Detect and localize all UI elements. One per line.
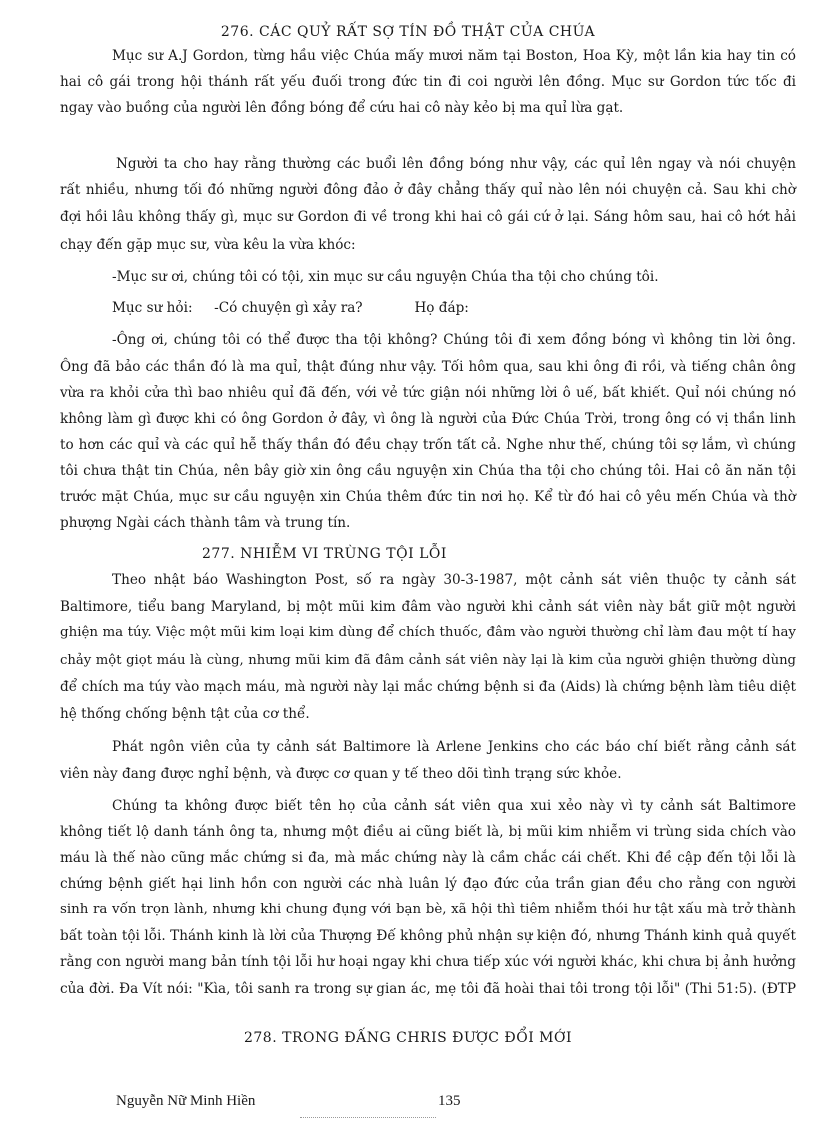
text-line: Ông đã bảo các thần đó là ma quỉ, thật đúng như vậy. Tối hôm qua, sau khi ông đi rồi, và tiếng chân ông xyxy=(60,359,796,375)
page-number: 135 xyxy=(438,1093,461,1109)
text-line: viên này đang được nghỉ bệnh, và được cơ quan y tế theo dõi tình trạng sức khỏe. xyxy=(60,766,622,782)
text-line: của đời. Đa Vít nói: "Kìa, tôi sanh ra trong sự gian ác, mẹ tôi đã hoài thai tôi trong tội lỗi" (Thi 51:5). (ĐTP xyxy=(60,981,796,997)
text-line: ghiện ma túy. Việc một mũi kim loại kim dùng để chích thuốc, đâm vào người thường chỉ làm đau một tí hay xyxy=(60,625,796,640)
text-line: Phát ngôn viên của ty cảnh sát Baltimore là Arlene Jenkins cho các báo chí biết rằng cảnh sát xyxy=(112,739,796,755)
text-line: chạy đến gặp mục sư, vừa kêu la vừa khóc: xyxy=(60,237,356,253)
text-line: Người ta cho hay rằng thường các buổi lên đồng bóng như vậy, các quỉ lên ngay và nói chuyện xyxy=(116,156,796,172)
text-line: Mục sư hỏi: -Có chuyện gì xảy ra? Họ đáp: xyxy=(112,300,469,316)
text-line: không làm gì được khi có ông Gordon ở đây, vì ông là người của Đức Chúa Trời, trong ông có vị thần linh xyxy=(60,411,796,427)
text-line: -Mục sư ơi, chúng tôi có tội, xin mục sư cầu nguyện Chúa tha tội cho chúng tôi. xyxy=(112,269,659,285)
text-line: sinh ra vốn trọn lành, nhưng khi chung đụng với bạn bè, xã hội thì tiêm nhiễm thói hư tật xấu mà trở thành xyxy=(60,902,796,917)
text-line: vừa ra khỏi cửa thì bao nhiêu quỉ đã đến, với vẻ tức giận nói những lời ô uế, bất khiết. Quỉ nói chúng nó xyxy=(60,385,796,401)
text-line: hệ thống chống bệnh tật của cơ thể. xyxy=(60,706,310,722)
text-line: chảy một giọt máu là cùng, nhưng mũi kim đã đâm cảnh sát viên này lại là kim của người ghiện thường dùng xyxy=(60,653,796,668)
text-line: rất nhiều, nhưng tối đó những người đông đảo ở đây chẳng thấy quỉ nào lên nói chuyện cả. Sau khi chờ xyxy=(60,182,796,198)
section-title-278: 278. TRONG ĐẤNG CHRIS ĐƯỢC ĐỔI MỚI xyxy=(243,1030,573,1046)
text-line: tôi chưa thật tin Chúa, nên bây giờ xin ông cầu nguyện xin Chúa tha tội cho chúng tôi. Hai cô ăn năn tội xyxy=(60,463,796,479)
text-line: to hơn các quỉ và các quỉ hễ thấy thần đó đều chạy trốn tất cả. Nghe như thế, chúng tôi sợ lắm, vì chúng xyxy=(60,437,796,453)
text-line: rằng con người mang bản tính tội lỗi hư hoại ngay khi chưa tiếp xúc với người khác, khi chưa bị ảnh hưởng xyxy=(60,954,796,970)
text-line: ngay vào buồng của người lên đồng bóng để cứu hai cô này kẻo bị ma quỉ lừa gạt. xyxy=(60,100,624,116)
text-line: Mục sư A.J Gordon, từng hầu việc Chúa mấy mươi năm tại Boston, Hoa Kỳ, một lần kia hay tin có xyxy=(112,48,796,64)
text-line: chứng bệnh giết hại linh hồn con người các nhà luân lý đạo đức của trần gian đều cho rằng con người xyxy=(60,876,796,892)
text-line: -Ông ơi, chúng tôi có thể được tha tội không? Chúng tôi đi xem đồng bóng vì không tin lời ông. xyxy=(112,332,796,348)
text-line: hai cô gái trong hội thánh rất yếu đuối trong đức tin đi coi người lên đồng. Mục sư Gordon tức tốc đi xyxy=(60,74,796,90)
text-line: Baltimore, tiểu bang Maryland, bị một mũi kim đâm vào người khi cảnh sát viên này bắt giữ một người xyxy=(60,599,796,615)
text-line: để chích ma túy vào mạch máu, mà người này lại mắc chứng bệnh si đa (Aids) là chứng bệnh làm tiêu diệt xyxy=(60,679,796,695)
text-line: máu là thế nào cũng mắc chứng si đa, mà mắc chứng này là cầm chắc cái chết. Khi đề cập đến tội lỗi là xyxy=(60,850,796,866)
section-title-276: 276. CÁC QUỶ RẤT SỢ TÍN ĐỒ THẬT CỦA CHÚA xyxy=(220,24,596,40)
footer-divider xyxy=(300,1117,436,1118)
text-line: Theo nhật báo Washington Post, số ra ngày 30-3-1987, một cảnh sát viên thuộc ty cảnh sát xyxy=(112,572,796,588)
section-title-277: 277. NHIỄM VI TRÙNG TỘI LỖI xyxy=(202,546,447,562)
text-line: đợi hồi lâu không thấy gì, mục sư Gordon đi về trong khi hai cô gái cứ ở lại. Sáng hôm sau, hai cô hớt hải xyxy=(60,209,796,225)
author-name: Nguyễn Nữ Minh Hiền xyxy=(116,1093,256,1109)
text-line: Chúng ta không được biết tên họ của cảnh sát viên qua xui xẻo này vì ty cảnh sát Baltimore xyxy=(112,798,796,814)
text-line: bất toàn tội lỗi. Thánh kinh là lời của Thượng Đế không phủ nhận sự kiện đó, nhưng Thánh kinh quả quyết xyxy=(60,928,796,944)
text-line: không tiết lộ danh tánh ông ta, nhưng một điều ai cũng biết là, bị mũi kim nhiễm vi trùng sida chích vào xyxy=(60,824,796,840)
text-line: trước mặt Chúa, mục sư cầu nguyện xin Chúa thêm đức tin nơi họ. Kể từ đó hai cô yêu mến Chúa và thờ xyxy=(60,489,796,505)
text-line: phượng Ngài cách thành tâm và trung tín. xyxy=(60,515,351,531)
